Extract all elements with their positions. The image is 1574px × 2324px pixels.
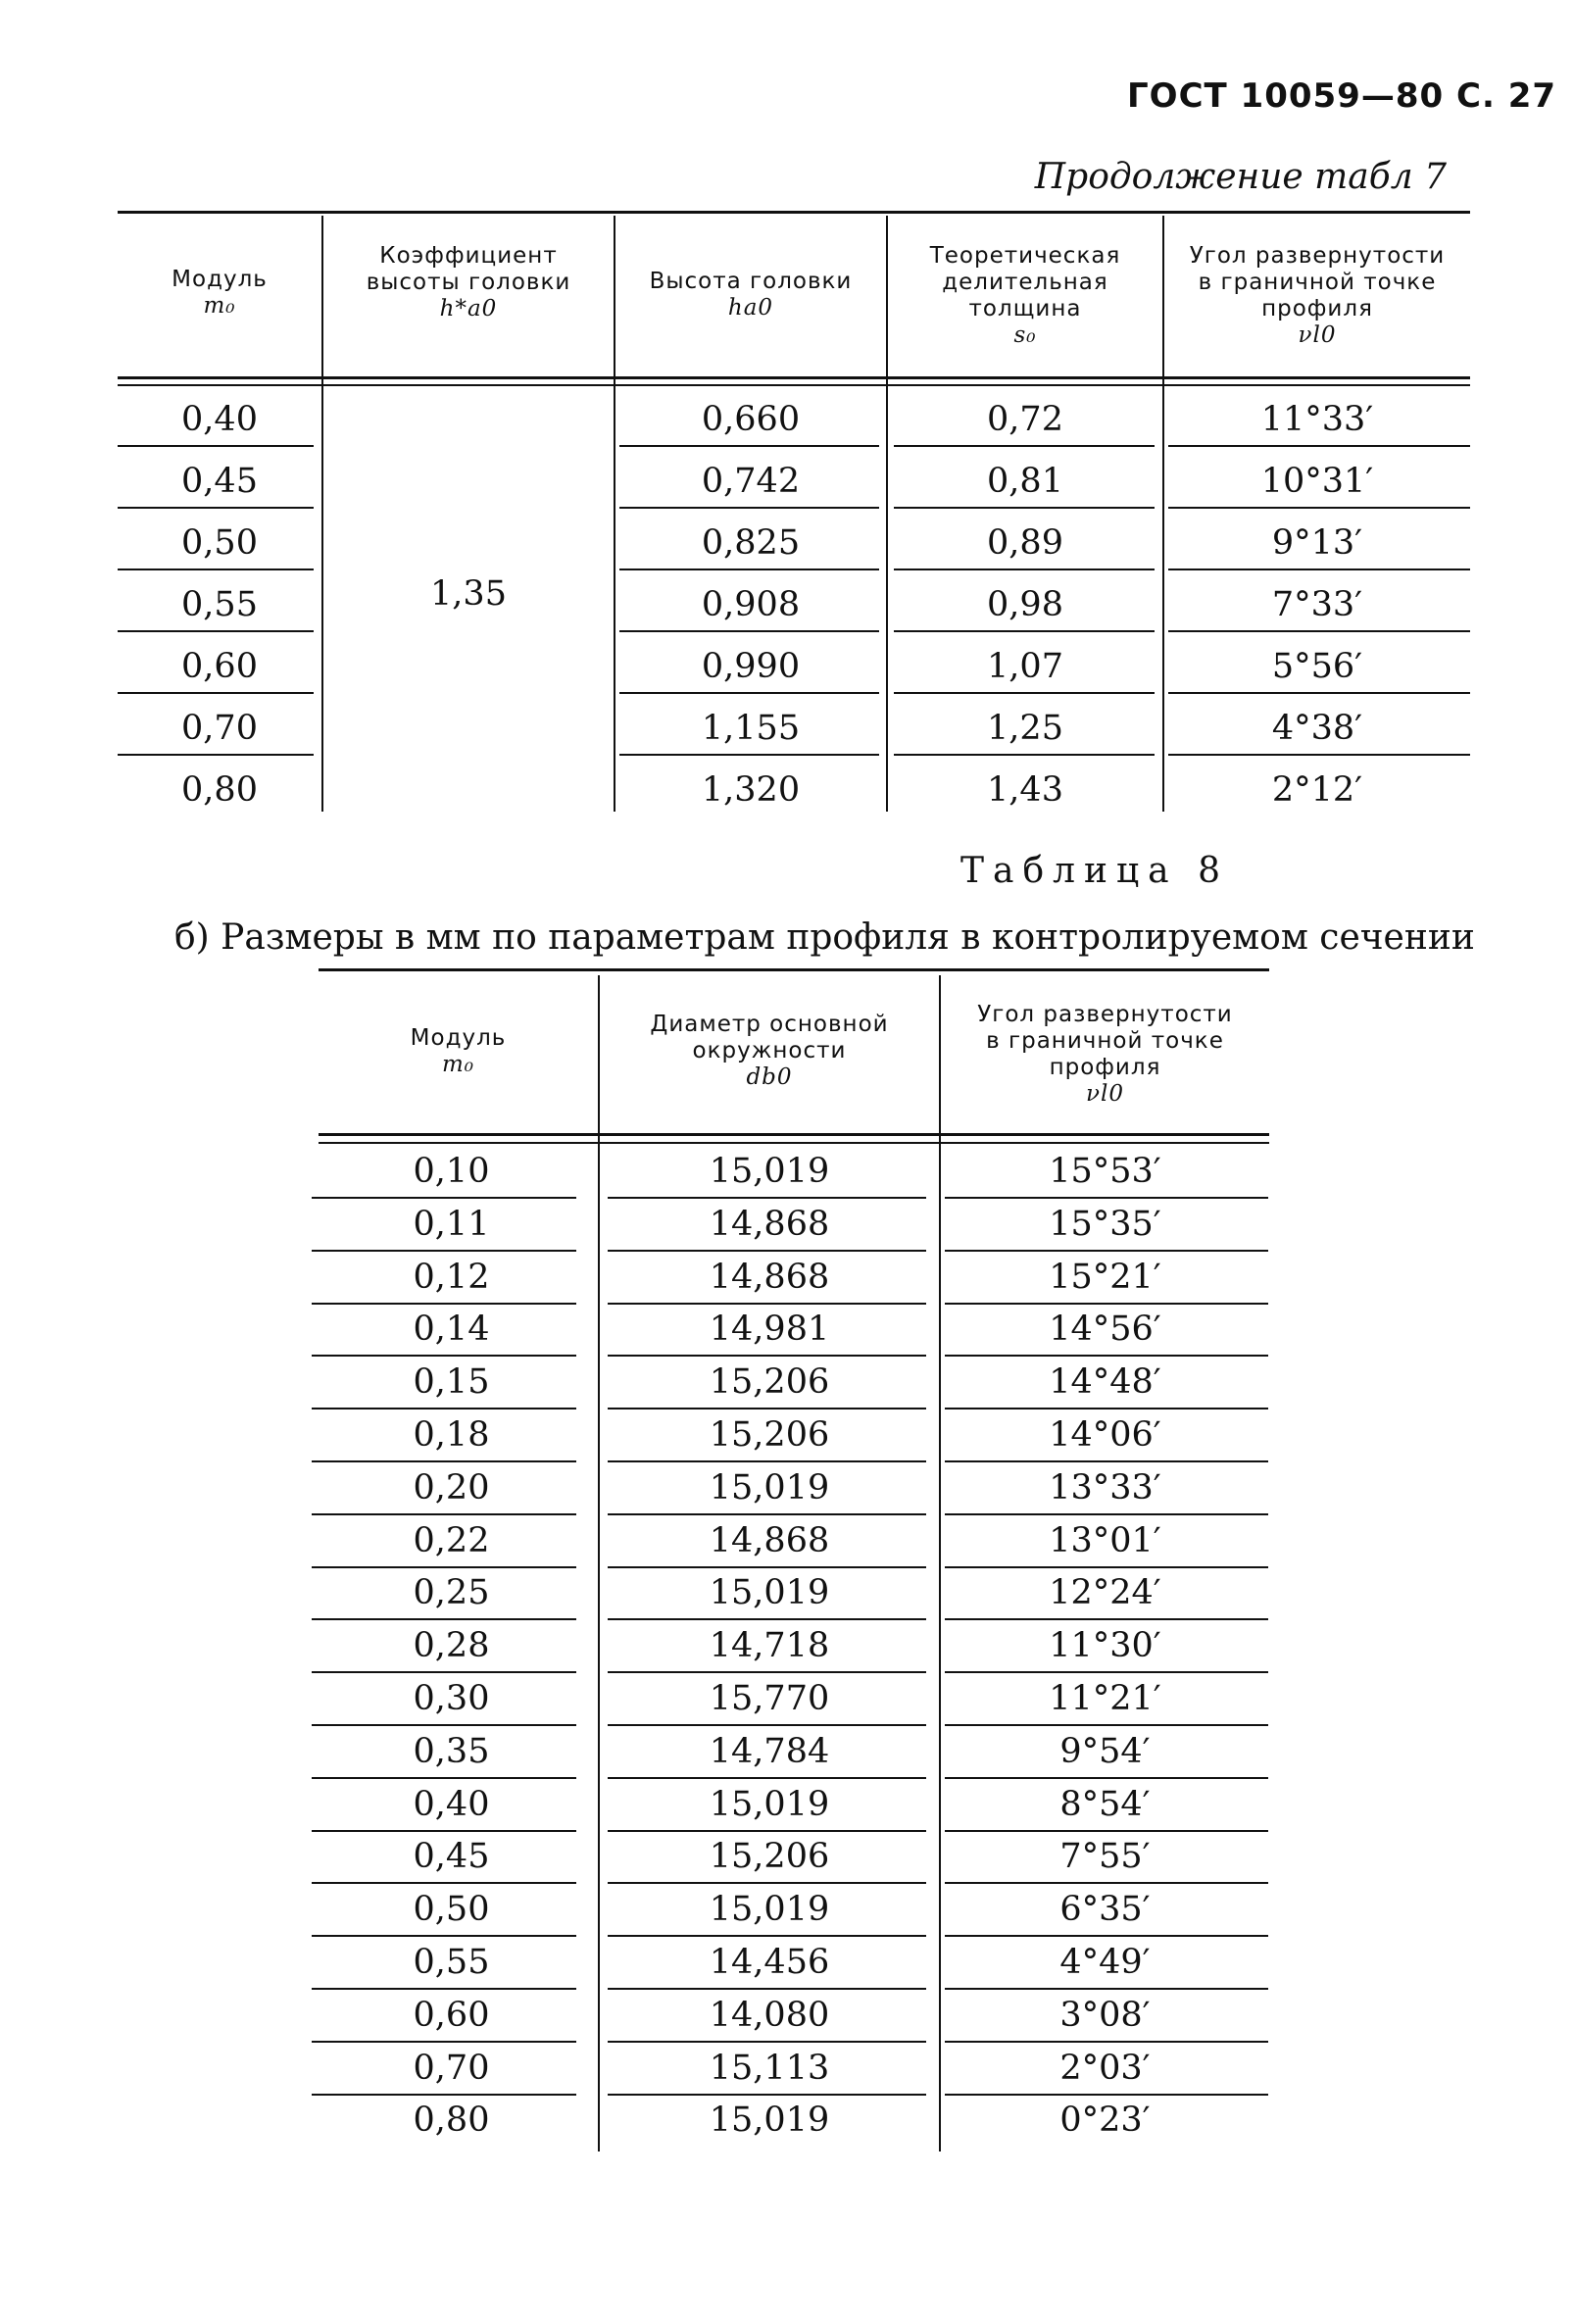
table8-row-rule xyxy=(312,1566,576,1568)
table8-row-rule xyxy=(312,1408,576,1409)
table8-cell-module: 0,20 xyxy=(413,1468,490,1508)
table8-cell-module: 0,18 xyxy=(413,1415,490,1455)
header-symbol: ha0 xyxy=(727,295,774,321)
table7-cell-thickness: 1,25 xyxy=(987,709,1063,748)
table8-cell-diameter: 15,206 xyxy=(709,1362,830,1402)
table8-caption: б) Размеры в мм по параметрам профиля в контролируемом сечении xyxy=(174,917,1475,958)
header-text: Модуль xyxy=(172,267,268,292)
table8-cell-angle: 14°48′ xyxy=(1049,1362,1161,1402)
table8-row-rule xyxy=(608,1408,926,1409)
table7-cell-module: 0,55 xyxy=(181,585,258,624)
table8-row-rule xyxy=(945,1988,1268,1990)
table8-row-rule xyxy=(945,2094,1268,2096)
table8-row-rule xyxy=(312,2094,576,2096)
table8-cell-diameter: 15,206 xyxy=(709,1837,830,1876)
table8-row-rule xyxy=(945,1566,1268,1568)
table8-row-rule xyxy=(608,1250,926,1252)
table8-cell-angle: 12°24′ xyxy=(1049,1573,1161,1612)
table8-cell-module: 0,11 xyxy=(413,1205,490,1244)
table8-row-rule xyxy=(608,2094,926,2096)
table8-row-rule xyxy=(945,1671,1268,1673)
table8-row-rule xyxy=(608,1355,926,1357)
table8-cell-angle: 14°56′ xyxy=(1049,1310,1161,1349)
table7-cell-height: 0,908 xyxy=(701,585,801,624)
table8-row-rule xyxy=(312,1830,576,1832)
table8-cell-angle: 13°33′ xyxy=(1049,1468,1161,1508)
table8-cell-module: 0,30 xyxy=(413,1679,490,1718)
table8-cell-module: 0,10 xyxy=(413,1152,490,1191)
table8-cell-angle: 13°01′ xyxy=(1049,1521,1161,1560)
table8-col-divider-2 xyxy=(939,975,941,2151)
table8-cell-angle: 0°23′ xyxy=(1059,2101,1151,2140)
table7-row-rule xyxy=(894,569,1155,570)
table8-title: Таблица 8 xyxy=(960,851,1229,891)
table7-cell-thickness: 1,43 xyxy=(987,770,1063,810)
table8-cell-module: 0,70 xyxy=(413,2049,490,2088)
table8-cell-diameter: 14,718 xyxy=(709,1626,830,1665)
table8-cell-module: 0,25 xyxy=(413,1573,490,1612)
table8-cell-diameter: 15,019 xyxy=(709,1573,830,1612)
table8-row-rule xyxy=(945,1724,1268,1726)
table8-cell-angle: 4°49′ xyxy=(1059,1943,1151,1982)
table8-row-rule xyxy=(945,1408,1268,1409)
table7-row-rule xyxy=(118,630,314,632)
table8-row-rule xyxy=(608,1830,926,1832)
table7-cell-module: 0,40 xyxy=(181,400,258,439)
table8-row-rule xyxy=(945,1618,1268,1620)
table7-cell-angle: 5°56′ xyxy=(1271,647,1363,686)
table8-top-rule xyxy=(319,968,1269,971)
table8-row-rule xyxy=(945,1513,1268,1515)
table8-cell-angle: 8°54′ xyxy=(1059,1785,1151,1824)
table8-row-rule xyxy=(945,1355,1268,1357)
table8-row-rule xyxy=(608,1566,926,1568)
table8-cell-diameter: 15,019 xyxy=(709,1785,830,1824)
table7-row-rule xyxy=(118,445,314,447)
table8-header-angle xyxy=(941,1002,1269,1108)
table7-row-rule xyxy=(118,692,314,694)
table7-row-rule xyxy=(1168,507,1470,509)
table7-cell-module: 0,80 xyxy=(181,770,258,810)
table8-cell-diameter: 14,456 xyxy=(709,1943,830,1982)
table7-cell-height: 0,660 xyxy=(701,400,801,439)
table7-row-rule xyxy=(619,507,879,509)
header-symbol: h*a0 xyxy=(439,296,498,321)
table8-cell-diameter: 15,770 xyxy=(709,1679,830,1718)
table8-cell-diameter: 14,868 xyxy=(709,1258,830,1297)
table8-row-rule xyxy=(312,1513,576,1515)
table8-row-rule xyxy=(312,1250,576,1252)
header-text: делительная xyxy=(942,270,1108,295)
table7-cell-height: 0,990 xyxy=(701,647,801,686)
table8-cell-diameter: 14,080 xyxy=(709,1996,830,2035)
header-symbol: m₀ xyxy=(203,293,236,319)
table8-row-rule xyxy=(312,1777,576,1779)
table8-row-rule xyxy=(608,1671,926,1673)
table7-cell-angle: 10°31′ xyxy=(1260,462,1374,501)
table8-row-rule xyxy=(608,1303,926,1305)
table7-row-rule xyxy=(1168,692,1470,694)
table8-cell-angle: 6°35′ xyxy=(1059,1890,1151,1929)
table8-cell-diameter: 14,868 xyxy=(709,1521,830,1560)
table8-row-rule xyxy=(312,1935,576,1937)
header-text: Угол развернутости xyxy=(1189,243,1446,269)
table7-row-rule xyxy=(894,692,1155,694)
table7-cell-height: 1,320 xyxy=(701,770,801,810)
table7-row-rule xyxy=(894,445,1155,447)
table7-cell-module: 0,45 xyxy=(181,462,258,501)
table7-header-thickness xyxy=(888,243,1162,349)
header-text: в граничной точке xyxy=(1198,270,1437,295)
table8-cell-diameter: 15,113 xyxy=(709,2049,830,2088)
header-text: Диаметр основной xyxy=(650,1012,889,1037)
table8-row-rule xyxy=(945,1303,1268,1305)
header-text: высоты головки xyxy=(366,270,571,295)
table7-header-rule-2 xyxy=(118,384,1470,386)
table8-row-rule xyxy=(608,1988,926,1990)
table7-row-rule xyxy=(619,754,879,756)
table8-cell-angle: 14°06′ xyxy=(1049,1415,1161,1455)
table7-cell-thickness: 1,07 xyxy=(987,647,1063,686)
table8-row-rule xyxy=(312,1197,576,1199)
header-text: толщина xyxy=(968,296,1082,321)
header-symbol: db0 xyxy=(746,1064,793,1090)
table8-row-rule xyxy=(312,1988,576,1990)
table8-row-rule xyxy=(312,1355,576,1357)
table8-col-divider-1 xyxy=(598,975,600,2151)
table8-cell-module: 0,80 xyxy=(413,2101,490,2140)
table7-cell-height: 1,155 xyxy=(701,709,801,748)
table7-coefficient-value: 1,35 xyxy=(430,574,507,614)
table8-row-rule xyxy=(945,1777,1268,1779)
page-reference: ГОСТ 10059—80 С. 27 xyxy=(1127,76,1557,116)
table8-cell-module: 0,45 xyxy=(413,1837,490,1876)
table8-row-rule xyxy=(312,1724,576,1726)
table8-row-rule xyxy=(945,1935,1268,1937)
table8-cell-angle: 11°30′ xyxy=(1049,1626,1161,1665)
header-text: Высота головки xyxy=(649,269,853,294)
table7-row-rule xyxy=(1168,630,1470,632)
table8-cell-diameter: 15,019 xyxy=(709,1468,830,1508)
table8-row-rule xyxy=(312,1460,576,1462)
table8-cell-module: 0,28 xyxy=(413,1626,490,1665)
table7-cell-module: 0,70 xyxy=(181,709,258,748)
table8-cell-angle: 15°35′ xyxy=(1049,1205,1161,1244)
table8-cell-diameter: 14,981 xyxy=(709,1310,830,1349)
header-text: профиля xyxy=(1261,296,1373,321)
table8-cell-angle: 9°54′ xyxy=(1059,1732,1151,1771)
table8-header-rule-2 xyxy=(319,1142,1269,1144)
table7-row-rule xyxy=(619,630,879,632)
header-symbol: νl0 xyxy=(1298,322,1337,348)
table7-top-rule xyxy=(118,211,1470,214)
table7-row-rule xyxy=(1168,445,1470,447)
table7-row-rule xyxy=(894,507,1155,509)
table8-cell-module: 0,15 xyxy=(413,1362,490,1402)
table8-row-rule xyxy=(608,2041,926,2043)
table8-row-rule xyxy=(608,1935,926,1937)
table8-cell-diameter: 15,019 xyxy=(709,1890,830,1929)
table8-cell-diameter: 15,206 xyxy=(709,1415,830,1455)
table7-cell-angle: 4°38′ xyxy=(1271,709,1363,748)
header-text: Угол развернутости xyxy=(977,1002,1233,1027)
table7-cell-thickness: 0,81 xyxy=(987,462,1063,501)
table8-cell-angle: 15°21′ xyxy=(1049,1258,1161,1297)
table8-cell-module: 0,55 xyxy=(413,1943,490,1982)
table8-row-rule xyxy=(945,1250,1268,1252)
header-text: Коэффициент xyxy=(379,243,558,269)
table7-cell-angle: 2°12′ xyxy=(1271,770,1363,810)
header-text: Модуль xyxy=(410,1025,507,1051)
table7-header-angle xyxy=(1164,243,1470,349)
table8-cell-module: 0,40 xyxy=(413,1785,490,1824)
table7-cell-thickness: 0,98 xyxy=(987,585,1063,624)
table8-row-rule xyxy=(312,1882,576,1884)
table7-cell-thickness: 0,72 xyxy=(987,400,1063,439)
table8-row-rule xyxy=(608,1777,926,1779)
table8-header-rule xyxy=(319,1133,1269,1136)
table8-row-rule xyxy=(608,1724,926,1726)
header-text: профиля xyxy=(1049,1055,1161,1080)
table8-cell-diameter: 14,868 xyxy=(709,1205,830,1244)
table7-header-coefficient xyxy=(323,243,614,322)
table8-cell-angle: 2°03′ xyxy=(1059,2049,1151,2088)
table8-row-rule xyxy=(945,2041,1268,2043)
table-continuation-label: Продолжение табл 7 xyxy=(1034,157,1447,197)
table8-row-rule xyxy=(945,1830,1268,1832)
table8-cell-diameter: 14,784 xyxy=(709,1732,830,1771)
table8-cell-diameter: 15,019 xyxy=(709,1152,830,1191)
table8-row-rule xyxy=(608,1882,926,1884)
table7-row-rule xyxy=(619,445,879,447)
table8-cell-angle: 3°08′ xyxy=(1059,1996,1151,2035)
table7-row-rule xyxy=(1168,569,1470,570)
table8-cell-diameter: 15,019 xyxy=(709,2101,830,2140)
table7-row-rule xyxy=(1168,754,1470,756)
table7-cell-angle: 7°33′ xyxy=(1271,585,1363,624)
table8-row-rule xyxy=(945,1882,1268,1884)
header-text: Теоретическая xyxy=(929,243,1121,269)
table7-cell-angle: 9°13′ xyxy=(1271,523,1363,563)
table7-row-rule xyxy=(619,692,879,694)
header-text: в граничной точке xyxy=(986,1028,1224,1054)
table8-row-rule xyxy=(608,1197,926,1199)
table7-row-rule xyxy=(118,754,314,756)
table7-row-rule xyxy=(118,569,314,570)
table8-cell-module: 0,12 xyxy=(413,1258,490,1297)
table7-cell-module: 0,60 xyxy=(181,647,258,686)
table8-header-module xyxy=(319,1025,598,1078)
table7-cell-thickness: 0,89 xyxy=(987,523,1063,563)
table8-row-rule xyxy=(608,1460,926,1462)
table7-cell-module: 0,50 xyxy=(181,523,258,563)
header-symbol: νl0 xyxy=(1086,1081,1124,1107)
table7-header-rule xyxy=(118,376,1470,379)
table8-row-rule xyxy=(945,1197,1268,1199)
table8-row-rule xyxy=(312,1303,576,1305)
table8-row-rule xyxy=(945,1460,1268,1462)
table7-row-rule xyxy=(619,569,879,570)
table7-row-rule xyxy=(118,507,314,509)
table7-header-module xyxy=(118,267,321,320)
header-text: окружности xyxy=(692,1038,847,1063)
table8-header-diameter xyxy=(600,1012,939,1091)
table8-cell-module: 0,35 xyxy=(413,1732,490,1771)
table8-row-rule xyxy=(312,1671,576,1673)
header-symbol: m₀ xyxy=(441,1052,475,1077)
header-symbol: s₀ xyxy=(1013,322,1037,348)
table8-row-rule xyxy=(608,1618,926,1620)
table7-row-rule xyxy=(894,754,1155,756)
table8-row-rule xyxy=(312,2041,576,2043)
table8-row-rule xyxy=(312,1618,576,1620)
table7-cell-height: 0,825 xyxy=(701,523,801,563)
table7-row-rule xyxy=(894,630,1155,632)
table8-cell-angle: 15°53′ xyxy=(1049,1152,1161,1191)
table7-header-height xyxy=(615,269,886,321)
table7 xyxy=(0,0,1574,823)
table8-row-rule xyxy=(608,1513,926,1515)
table8-cell-module: 0,22 xyxy=(413,1521,490,1560)
table7-cell-height: 0,742 xyxy=(701,462,801,501)
table8-cell-module: 0,60 xyxy=(413,1996,490,2035)
table8-cell-angle: 11°21′ xyxy=(1049,1679,1161,1718)
table8-cell-module: 0,14 xyxy=(413,1310,490,1349)
table8-cell-angle: 7°55′ xyxy=(1059,1837,1151,1876)
table7-cell-angle: 11°33′ xyxy=(1260,400,1374,439)
table8-cell-module: 0,50 xyxy=(413,1890,490,1929)
